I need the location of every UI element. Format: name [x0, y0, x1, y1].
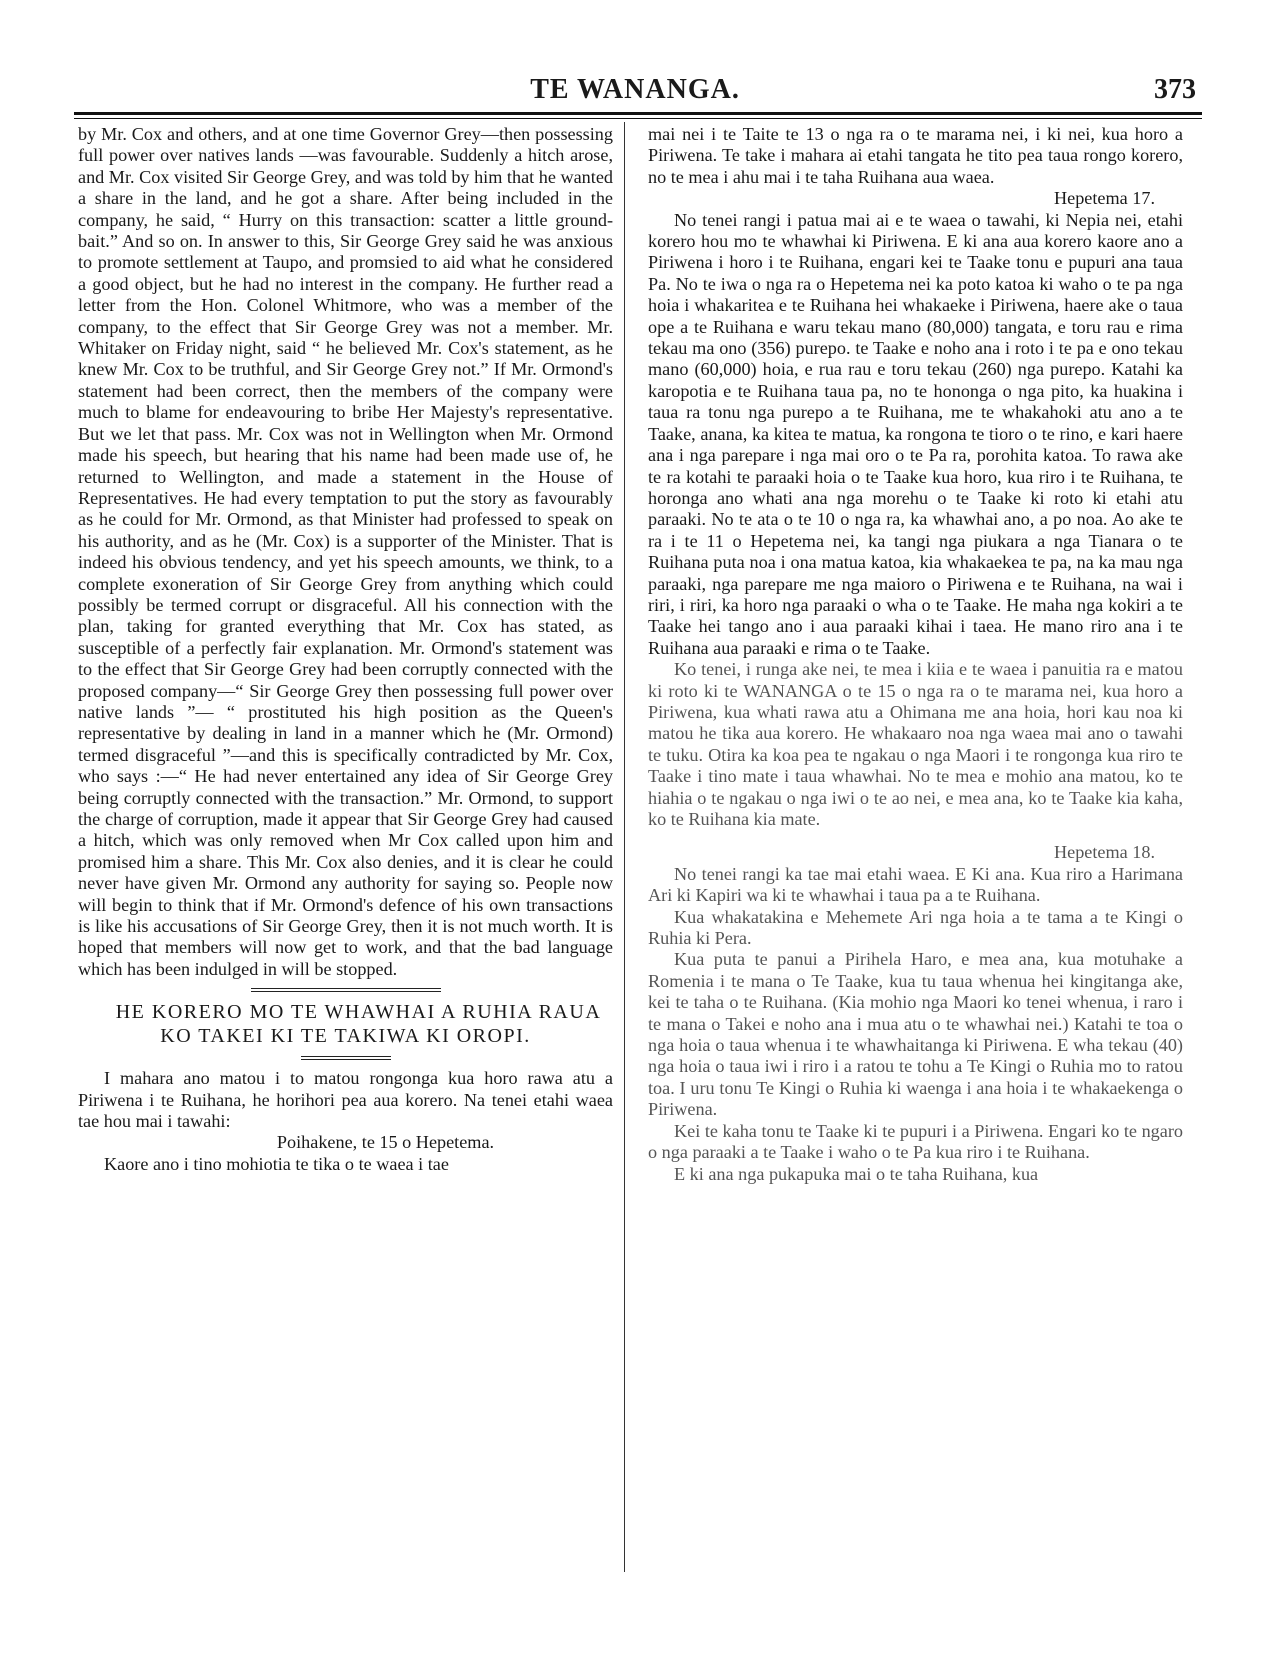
report-paragraph-harimana: No tenei rangi ka tae mai etahi waea. E Ki ana. Kua riro a Harimana Ari ki Kapiri wa ki te whawhai i taua pa a te Ruihana. — [648, 863, 1183, 906]
dateline-hepetema-17: Hepetema 17. — [1054, 188, 1155, 209]
dateline-poihakene: Poihakene, te 15 o Hepetema. — [276, 1132, 495, 1153]
report-paragraph-continued: mai nei i te Taite te 13 o nga ra o te marama nei, i ki nei, kua horo a Piriwena. Te take i mahara ai etahi tangata he tito pea taua rongo korero, no te mea i ahu mai i te taha Ruihana aua waea. — [648, 124, 1183, 187]
dateline-hepetema-18: Hepetema 18. — [1054, 842, 1155, 863]
report-paragraph-ending: E ki ana nga pukapuka mai o te taha Ruihana, kua — [674, 1163, 1039, 1184]
report-paragraph-siege: No tenei rangi i patua mai ai e te waea o tawahi, ki Nepia nei, etahi korero hou mo te whawhai ki Piriwena. E ki ana aua korero kaore ano a Piriwena i horo i te Ruihana, engari kei te Taake tonu e pupuri ana taua Pa. No te iwa o nga ra o Hepetema nei ka poto katoa ki waho o te pa nga hoia i whakaritea e te Ruihana hei whakaeke i Piriwena, haere ake o taua ope a te Ruihana e waru tekau mano (80,000) tangata, e toru rau e rima tekau ma ono (356) purepo. te Taake e noho ana i roto i te pa e ono tekau mano (60,000) hoia, e rua rau e toru tekau (260) nga purepo. Katahi ka karopotia e te Ruihana taua pa, no te hononga o nga pito, ka huakina i taua ra tonu nga purepo a te Ruihana, me te whakahoki atu ano a te Taake, anana, ka kitea te matua, ka rongona te tioro o te rino, e kari haere ana i nga parepare i nga mai oro o te Pa ra, porohita katoa. To rawa ake te ra kotahi te paraaki hoia o te Taake kua horo, kua riro i te Ruihana, te horonga ano whati ana nga morehu o te Taake ki roto ki etahi atu paraaki. No te ata o te 10 o nga ra, ka whawhai ano, a po noa. Ao ake te ra i te 11 o Hepetema nei, ka tangi nga piukara a nga Tianara o te Ruihana puta noa i ona matua katoa, kia whakaekea te pa, na ka mau nga paraaki, nga parepare me nga maioro o Piriwena e te Ruihana, na wai i riri, i riri, ka horo nga paraaki o wha o te Taake. He maha nga kokiri a te Taake hei tango ano i aua paraaki kihai i taea. He mano riro ana i te Ruihana aua paraaki e rima o te Taake. — [648, 209, 1183, 658]
intro-paragraph: I mahara ano matou i to matou rongonga kua horo rawa atu a Piriwena i te Ruihana, he horihori pea aua korero. Na tenei etahi waea tae hou mai i tawahi: — [78, 1068, 613, 1132]
masthead-rule — [74, 112, 1202, 119]
war-report-heading: HE KORERO MO TE WHAWHAI A RUHIA RAUA KO TAKEI KI TE TAKIWA KI OROPI. — [115, 1001, 602, 1048]
newspaper-title: TE WANANGA. — [530, 74, 740, 105]
report-paragraph-start: Kaore ano i tino mohiotia te tika o te waea i tae — [104, 1153, 449, 1174]
report-paragraph-romenia: Kua puta te panui a Pirihela Haro, e mea ana, kua motuhake a Romenia i te mana o Te Taake, kua tu taua whenua hei kingitanga ake, kei te taha o te Ruihana. (Kia mohio nga Maori ko tenei whenua, i raro i te mana o Takei e noho ana i mua atu o te whawhai nei.) Katahi te toa o nga hoia o taua whenua i te whawhaitanga ki Piriwena. E wha tekau (40) nga hoia o taua iwi i riro i a ratou te tohu a Te Kingi o Ruhia mo to ratou toa. I uru tonu Te Kingi o Ruhia ki waenga i ana hoia i te whakaekenga o Piriwena. — [648, 949, 1183, 1120]
report-paragraph-taake: Kei te kaha tonu te Taake ki te pupuri i a Piriwena. Engari ko te ngaro o nga paraaki a te Taake i waho o te Pa kua riro i te Ruihana. — [648, 1120, 1183, 1163]
report-paragraph-mehemete: Kua whakatakina e Mehemete Ari nga hoia a te tama a te Kingi o Ruhia ki Pera. — [648, 906, 1183, 949]
page-number: 373 — [1154, 74, 1196, 105]
column-divider — [624, 122, 625, 1572]
english-editorial-paragraph: by Mr. Cox and others, and at one time Governor Grey—then possessing full power over natives lands —was favourable. Suddenly a hitch arose, and Mr. Cox visited Sir George Grey, and was told by him that he wanted a share in the land, and he got a share. After being included in the company, he said, “ Hurry on this transaction: scatter a little ground-bait.” And so on. In answer to this, Sir George Grey said he was anxious to promote settlement at Taupo, and promsied to aid what he considered a good object, but he had no interest in the company. He further read a letter from the Hon. Colonel Whitmore, who was a member of the company, to the effect that Sir George Grey was not a member. Mr. Whitaker on Friday night, said “ he believed Mr. Cox's statement, as he knew Mr. Cox to be truthful, and Sir George Grey not.” If Mr. Ormond's statement had been correct, then the members of the company were much to blame for endeavouring to bribe Her Majesty's representative. But we let that pass. Mr. Cox was not in Wellington when Mr. Ormond made his speech, but hearing that his name had been made use of, he returned to Wellington, and made a statement in the House of Representatives. He had every temptation to put the story as favourably as he could for Mr. Ormond, as that Minister had professed to speak on his authority, and as he (Mr. Cox) is a supporter of the Minister. That is indeed his obvious tendency, and yet his speech amounts, we think, to a complete exoneration of Sir George Grey from anything which could possibly be termed corrupt or disgraceful. All his connection with the plan, taking for granted everything that Mr. Cox has stated, as susceptible of a perfectly fair explanation. Mr. Ormond's statement was to the effect that Sir George Grey had been corruptly connected with the proposed company—“ Sir George Grey then possessing full power over native lands ”— “ prostituted his high position as the Queen's representative by dealing in land in a manner which he (Mr. Ormond) termed disgraceful ”—and this is specifically contradicted by Mr. Cox, who says :—“ He had never entertained any idea of Sir George Grey being corruptly connected with the transaction.” Mr. Ormond, to support the charge of corruption, made it appear that Sir George Grey had caused a hitch, which was only removed when Mr Cox called upon him and promised him a share. This Mr. Cox also denies, and it is clear he could never have given Mr. Ormond any authority for saying so. People now will begin to think that if Mr. Ormond's defence of his own transactions is like his accusations of Sir George Grey, then it is not much worth. It is hoped that members will now get to work, and that the bad language which has been indulged in will be stopped. — [78, 124, 613, 979]
left-column — [78, 124, 613, 1175]
report-paragraph-wananga: Ko tenei, i runga ake nei, te mea i kiia e te waea i panuitia ra e matou ki roto ki te WANANGA o te 15 o nga ra o te marama nei, kua horo a Piriwena, kua whati rawa atu a Ohimana me ana hoia, hori kau noa ki matou he tika aua korero. He whakaaro noa nga waea mai ano o tawahi te tuku. Otira ka koa pea te ngakau o nga Maori i te rongonga kua riro te Taake i tino mate i taua whawhai. No te mea e mohio ana matou, ko te hiahia o te ngakau o nga iwi o te ao nei, e mea ana, ko te Taake kia kaha, ko te Ruihana kia mate. — [648, 659, 1183, 829]
right-column — [648, 124, 1183, 1185]
heading-rule — [301, 1056, 391, 1060]
masthead — [70, 72, 1200, 112]
section-rule — [251, 988, 441, 992]
paragraph-gap — [648, 830, 1183, 842]
